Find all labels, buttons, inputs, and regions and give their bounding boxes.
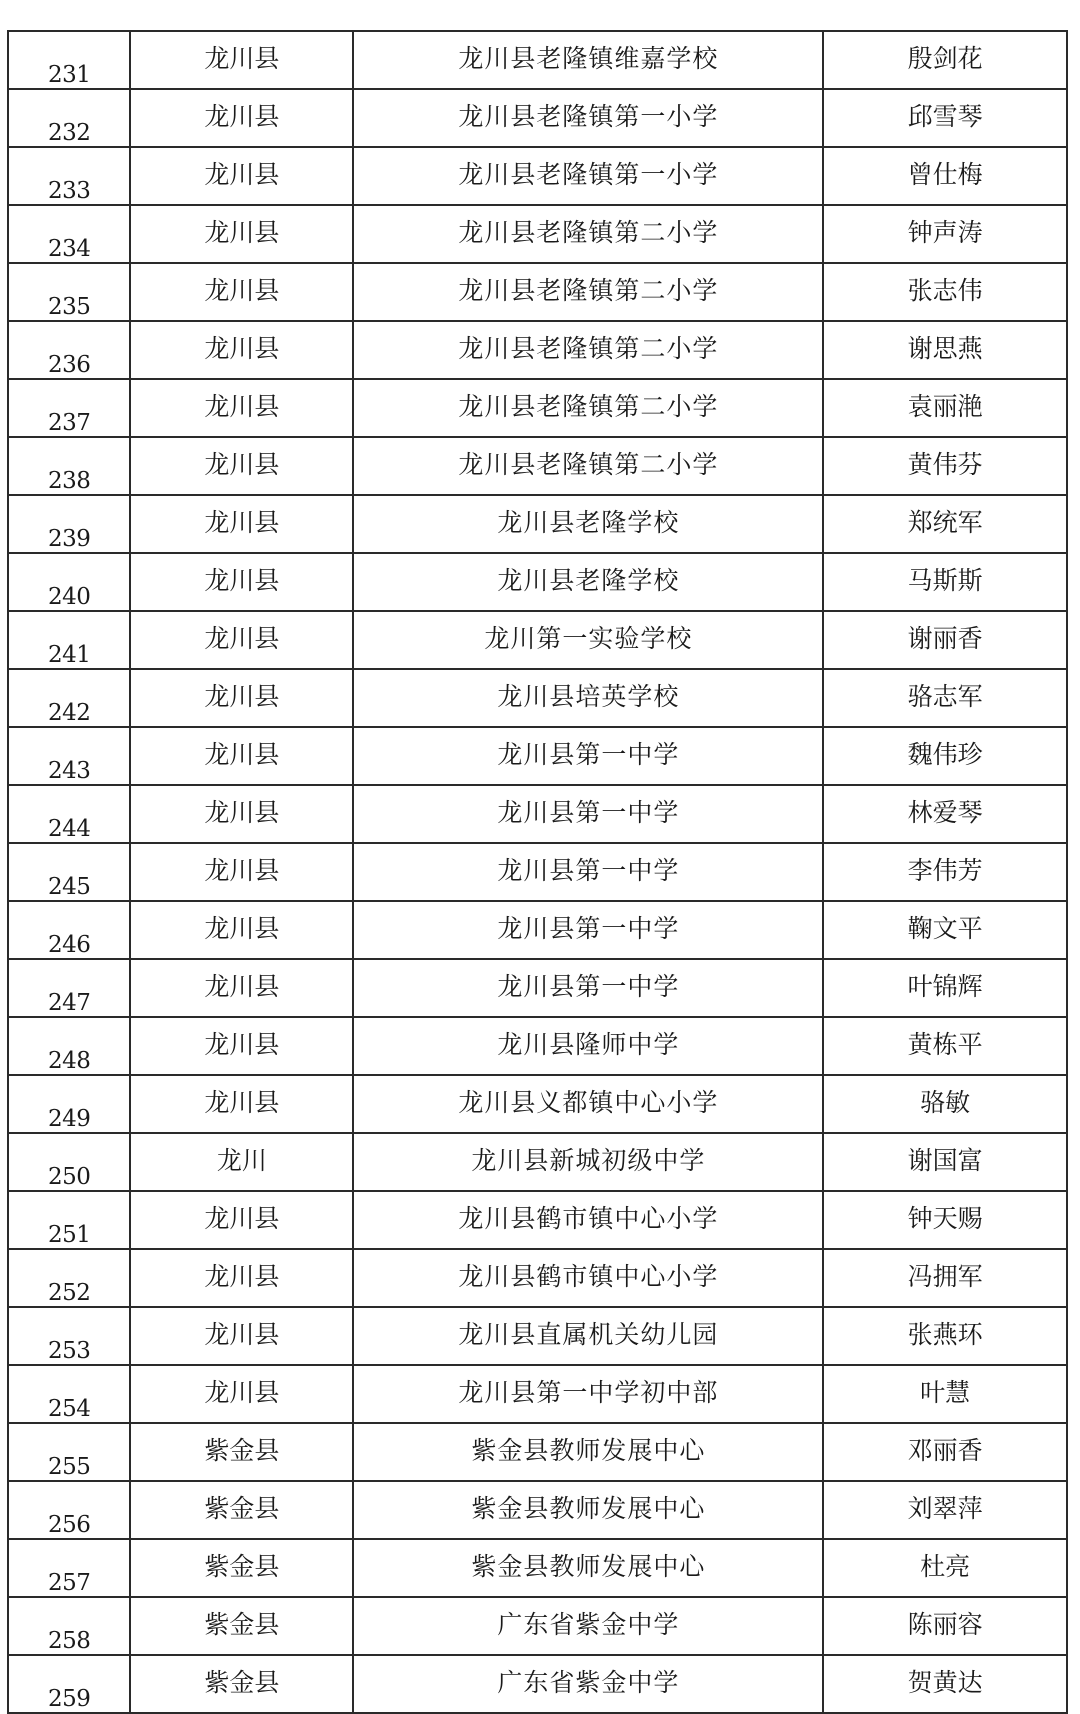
row-number-cell: 254: [8, 1365, 130, 1423]
county-cell: 龙川县: [130, 901, 353, 959]
table-row: [8, 495, 1067, 553]
county-cell: 龙川县: [130, 553, 353, 611]
county-cell: 紫金县: [130, 1655, 353, 1713]
county-cell: 龙川县: [130, 1017, 353, 1075]
teacher-name-cell: 袁丽滟: [823, 379, 1067, 437]
table-row: [8, 1307, 1067, 1365]
teacher-name-cell: 魏伟珍: [823, 727, 1067, 785]
school-cell: 龙川县老隆学校: [353, 495, 823, 553]
teacher-name-cell: 叶慧: [823, 1365, 1067, 1423]
school-cell: 龙川县老隆镇第二小学: [353, 321, 823, 379]
school-cell: 龙川第一实验学校: [353, 611, 823, 669]
row-number-cell: 251: [8, 1191, 130, 1249]
row-number-cell: 237: [8, 379, 130, 437]
row-number-cell: 247: [8, 959, 130, 1017]
school-cell: 龙川县老隆镇维嘉学校: [353, 31, 823, 89]
school-cell: 紫金县教师发展中心: [353, 1481, 823, 1539]
teacher-name-cell: 钟声涛: [823, 205, 1067, 263]
school-cell: 龙川县第一中学: [353, 727, 823, 785]
teacher-name-cell: 叶锦辉: [823, 959, 1067, 1017]
county-cell: 龙川县: [130, 495, 353, 553]
table-row: [8, 321, 1067, 379]
table-row: [8, 1133, 1067, 1191]
table-row: [8, 205, 1067, 263]
teacher-name-cell: 张燕环: [823, 1307, 1067, 1365]
school-cell: 龙川县老隆镇第一小学: [353, 147, 823, 205]
table-row: [8, 1191, 1067, 1249]
table-row: [8, 1017, 1067, 1075]
school-cell: 紫金县教师发展中心: [353, 1539, 823, 1597]
school-cell: 龙川县第一中学: [353, 785, 823, 843]
row-number-cell: 242: [8, 669, 130, 727]
table-row: [8, 31, 1067, 89]
table-row: [8, 379, 1067, 437]
teacher-name-cell: 郑统军: [823, 495, 1067, 553]
county-cell: 龙川县: [130, 611, 353, 669]
county-cell: 龙川县: [130, 1249, 353, 1307]
school-cell: 龙川县第一中学: [353, 901, 823, 959]
county-cell: 龙川县: [130, 1075, 353, 1133]
roster-table: [7, 30, 1068, 1714]
table-row: [8, 1249, 1067, 1307]
teacher-name-cell: 钟天赐: [823, 1191, 1067, 1249]
teacher-name-cell: 刘翠萍: [823, 1481, 1067, 1539]
school-cell: 龙川县义都镇中心小学: [353, 1075, 823, 1133]
table-row: [8, 959, 1067, 1017]
row-number-cell: 256: [8, 1481, 130, 1539]
table-row: [8, 1539, 1067, 1597]
teacher-name-cell: 殷剑花: [823, 31, 1067, 89]
roster-table-body: [8, 31, 1067, 1713]
school-cell: 广东省紫金中学: [353, 1597, 823, 1655]
teacher-name-cell: 鞠文平: [823, 901, 1067, 959]
teacher-name-cell: 谢丽香: [823, 611, 1067, 669]
county-cell: 龙川县: [130, 379, 353, 437]
table-row: [8, 437, 1067, 495]
row-number-cell: 243: [8, 727, 130, 785]
row-number-cell: 238: [8, 437, 130, 495]
county-cell: 龙川县: [130, 669, 353, 727]
school-cell: 龙川县老隆镇第二小学: [353, 263, 823, 321]
county-cell: 龙川县: [130, 147, 353, 205]
table-row: [8, 843, 1067, 901]
county-cell: 紫金县: [130, 1423, 353, 1481]
row-number-cell: 231: [8, 31, 130, 89]
county-cell: 龙川县: [130, 205, 353, 263]
table-row: [8, 553, 1067, 611]
row-number-cell: 255: [8, 1423, 130, 1481]
teacher-name-cell: 骆敏: [823, 1075, 1067, 1133]
school-cell: 龙川县鹤市镇中心小学: [353, 1249, 823, 1307]
teacher-name-cell: 张志伟: [823, 263, 1067, 321]
county-cell: 龙川县: [130, 843, 353, 901]
teacher-name-cell: 冯拥军: [823, 1249, 1067, 1307]
table-row: [8, 263, 1067, 321]
school-cell: 龙川县直属机关幼儿园: [353, 1307, 823, 1365]
row-number-cell: 249: [8, 1075, 130, 1133]
row-number-cell: 252: [8, 1249, 130, 1307]
county-cell: 龙川: [130, 1133, 353, 1191]
row-number-cell: 246: [8, 901, 130, 959]
teacher-name-cell: 曾仕梅: [823, 147, 1067, 205]
school-cell: 广东省紫金中学: [353, 1655, 823, 1713]
row-number-cell: 258: [8, 1597, 130, 1655]
table-row: [8, 727, 1067, 785]
row-number-cell: 236: [8, 321, 130, 379]
county-cell: 龙川县: [130, 1191, 353, 1249]
teacher-name-cell: 李伟芳: [823, 843, 1067, 901]
row-number-cell: 244: [8, 785, 130, 843]
row-number-cell: 241: [8, 611, 130, 669]
teacher-name-cell: 邓丽香: [823, 1423, 1067, 1481]
table-row: [8, 1655, 1067, 1713]
teacher-name-cell: 马斯斯: [823, 553, 1067, 611]
school-cell: 紫金县教师发展中心: [353, 1423, 823, 1481]
school-cell: 龙川县鹤市镇中心小学: [353, 1191, 823, 1249]
county-cell: 龙川县: [130, 785, 353, 843]
table-row: [8, 1481, 1067, 1539]
table-row: [8, 901, 1067, 959]
row-number-cell: 245: [8, 843, 130, 901]
school-cell: 龙川县第一中学: [353, 843, 823, 901]
row-number-cell: 250: [8, 1133, 130, 1191]
row-number-cell: 235: [8, 263, 130, 321]
table-row: [8, 1423, 1067, 1481]
school-cell: 龙川县新城初级中学: [353, 1133, 823, 1191]
table-row: [8, 785, 1067, 843]
teacher-name-cell: 杜亮: [823, 1539, 1067, 1597]
school-cell: 龙川县培英学校: [353, 669, 823, 727]
row-number-cell: 248: [8, 1017, 130, 1075]
county-cell: 龙川县: [130, 959, 353, 1017]
row-number-cell: 234: [8, 205, 130, 263]
table-row: [8, 611, 1067, 669]
county-cell: 紫金县: [130, 1481, 353, 1539]
table-row: [8, 89, 1067, 147]
county-cell: 龙川县: [130, 1307, 353, 1365]
county-cell: 龙川县: [130, 89, 353, 147]
school-cell: 龙川县老隆镇第一小学: [353, 89, 823, 147]
teacher-name-cell: 林爱琴: [823, 785, 1067, 843]
table-row: [8, 1597, 1067, 1655]
row-number-cell: 240: [8, 553, 130, 611]
table-row: [8, 147, 1067, 205]
county-cell: 龙川县: [130, 727, 353, 785]
county-cell: 紫金县: [130, 1539, 353, 1597]
row-number-cell: 257: [8, 1539, 130, 1597]
county-cell: 龙川县: [130, 31, 353, 89]
school-cell: 龙川县老隆学校: [353, 553, 823, 611]
county-cell: 龙川县: [130, 321, 353, 379]
teacher-name-cell: 贺黄达: [823, 1655, 1067, 1713]
teacher-name-cell: 邱雪琴: [823, 89, 1067, 147]
row-number-cell: 259: [8, 1655, 130, 1713]
table-row: [8, 1075, 1067, 1133]
county-cell: 龙川县: [130, 1365, 353, 1423]
teacher-name-cell: 谢国富: [823, 1133, 1067, 1191]
county-cell: 紫金县: [130, 1597, 353, 1655]
row-number-cell: 253: [8, 1307, 130, 1365]
county-cell: 龙川县: [130, 263, 353, 321]
school-cell: 龙川县老隆镇第二小学: [353, 379, 823, 437]
school-cell: 龙川县隆师中学: [353, 1017, 823, 1075]
table-row: [8, 669, 1067, 727]
teacher-name-cell: 谢思燕: [823, 321, 1067, 379]
table-row: [8, 1365, 1067, 1423]
county-cell: 龙川县: [130, 437, 353, 495]
row-number-cell: 239: [8, 495, 130, 553]
teacher-name-cell: 黄伟芬: [823, 437, 1067, 495]
school-cell: 龙川县老隆镇第二小学: [353, 437, 823, 495]
school-cell: 龙川县老隆镇第二小学: [353, 205, 823, 263]
row-number-cell: 232: [8, 89, 130, 147]
teacher-name-cell: 陈丽容: [823, 1597, 1067, 1655]
teacher-name-cell: 黄栋平: [823, 1017, 1067, 1075]
row-number-cell: 233: [8, 147, 130, 205]
school-cell: 龙川县第一中学初中部: [353, 1365, 823, 1423]
school-cell: 龙川县第一中学: [353, 959, 823, 1017]
teacher-name-cell: 骆志军: [823, 669, 1067, 727]
